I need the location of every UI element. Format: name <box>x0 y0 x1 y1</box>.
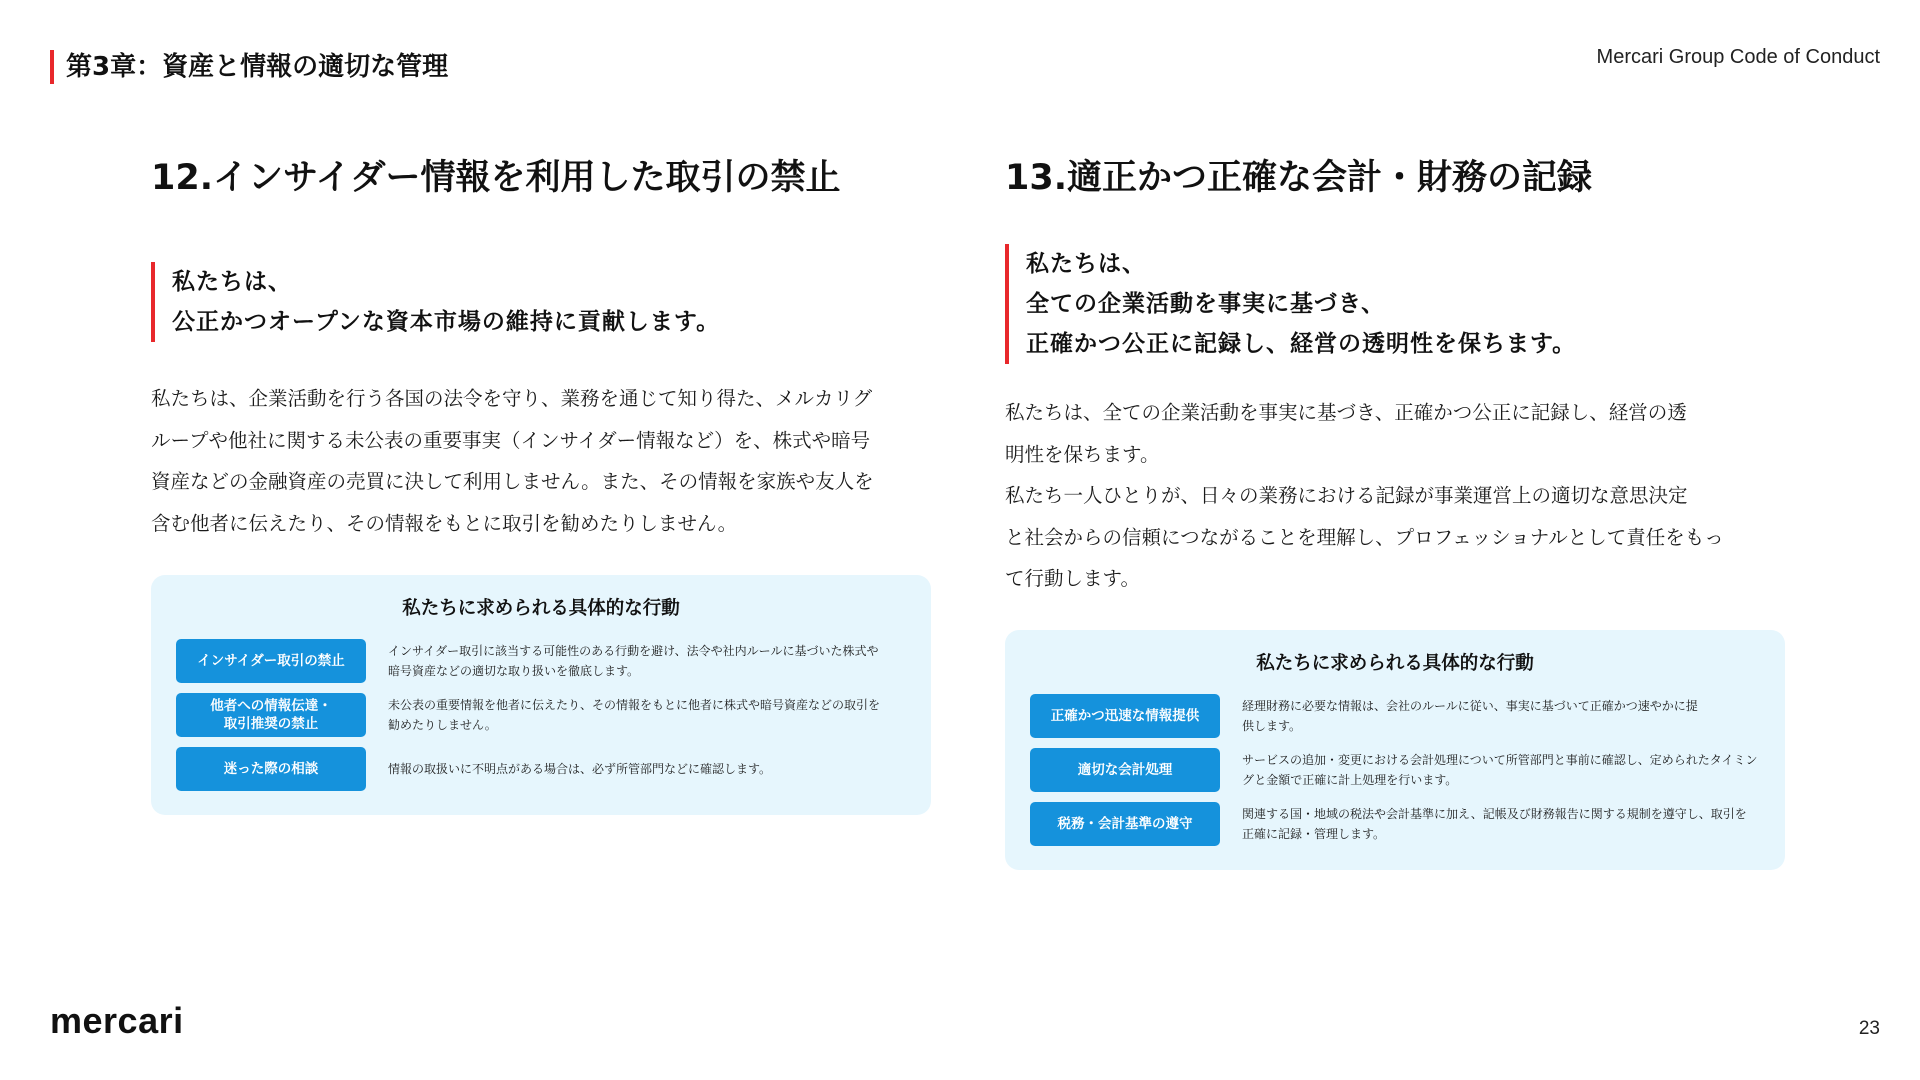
action-description: 関連する国・地域の税法や会計基準に加え、記帳及び財務報告に関する規制を遵守し、取引を 正確に記録・管理します。 <box>1242 806 1747 841</box>
body-line: て行動します。 <box>1005 567 1140 590</box>
section-body <box>151 378 931 544</box>
section-accounting-records <box>1005 150 1785 870</box>
pledge-line: 私たちは、 <box>1026 251 1146 277</box>
action-row <box>1030 748 1760 792</box>
page-number: 23 <box>1858 1018 1880 1039</box>
chapter-title: 第3章：資産と情報の適切な管理 <box>50 50 448 84</box>
section-insider-trading <box>151 150 931 815</box>
mercari-logo: mercari <box>50 1000 184 1041</box>
pledge-line: 正確かつ公正に記録し、経営の透明性を保ちます。 <box>1026 331 1577 357</box>
action-description: 経理財務に必要な情報は、会社のルールに従い、事実に基づいて正確かつ速やかに提 供します。 <box>1242 698 1698 733</box>
action-row <box>176 639 906 683</box>
pledge-line: 私たちは、 <box>172 269 292 295</box>
pledge-line: 全ての企業活動を事実に基づき、 <box>1026 291 1386 317</box>
actions-title: 私たちに求められる具体的な行動 <box>402 598 680 619</box>
required-actions-panel <box>151 575 931 815</box>
section-heading: 13.適正かつ正確な会計・財務の記録 <box>1005 158 1593 198</box>
action-row <box>1030 694 1760 738</box>
body-line: 資産などの金融資産の売買に決して利用しません。また、その情報を家族や友人を <box>151 470 874 493</box>
action-row <box>176 693 906 737</box>
action-description: インサイダー取引に該当する可能性のある行動を避け、法令や社内ルールに基づいた株式や 暗号資産などの適切な取り扱いを徹底します。 <box>388 644 879 678</box>
action-description: サービスの追加・変更における会計処理について所管部門と事前に確認し、定められたタイミン グと金額で正確に計上処理を行います。 <box>1242 752 1758 787</box>
body-line: 含む他者に伝えたり、その情報をもとに取引を勧めたりしません。 <box>151 511 738 535</box>
body-line: 私たち一人ひとりが、日々の業務における記録が事業運営上の適切な意思決定 <box>1005 484 1688 507</box>
action-label-consultation: 迷った際の相談 <box>176 747 366 791</box>
action-label-accounting-treatment: 適切な会計処理 <box>1030 748 1220 792</box>
pledge-statement <box>1005 244 1785 364</box>
action-row <box>1030 802 1760 846</box>
action-description: 未公表の重要情報を他者に伝えたり、その情報をもとに他者に株式や暗号資産などの取引を 勧めたりしません。 <box>388 698 881 732</box>
required-actions-panel <box>1005 630 1785 870</box>
document-title: Mercari Group Code of Conduct <box>1596 46 1880 68</box>
actions-title: 私たちに求められる具体的な行動 <box>1256 652 1534 674</box>
action-description: 情報の取扱いに不明点がある場合は、必ず所管部門などに確認します。 <box>388 762 772 776</box>
action-label-accurate-info: 正確かつ迅速な情報提供 <box>1030 694 1220 738</box>
action-label-insider-trading: インサイダー取引の禁止 <box>176 639 366 683</box>
body-line: 私たちは、全ての企業活動を事実に基づき、正確かつ公正に記録し、経営の透 <box>1005 401 1687 424</box>
action-label-info-disclosure: 他者への情報伝達・ 取引推奨の禁止 <box>176 693 366 737</box>
body-line: 明性を保ちます。 <box>1005 442 1160 466</box>
action-label-tax-compliance: 税務・会計基準の遵守 <box>1030 802 1220 846</box>
pledge-statement <box>151 262 931 342</box>
section-body <box>1005 392 1785 600</box>
pledge-line: 公正かつオープンな資本市場の維持に貢献します。 <box>172 309 721 335</box>
action-row <box>176 747 906 791</box>
body-line: 私たちは、企業活動を行う各国の法令を守り、業務を通じて知り得た、メルカリグ <box>151 387 873 410</box>
body-line: と社会からの信頼につながることを理解し、プロフェッショナルとして責任をもっ <box>1005 525 1724 549</box>
section-heading: 12.インサイダー情報を利用した取引の禁止 <box>151 158 841 198</box>
body-line: ループや他社に関する未公表の重要事実（インサイダー情報など）を、株式や暗号 <box>151 428 871 452</box>
